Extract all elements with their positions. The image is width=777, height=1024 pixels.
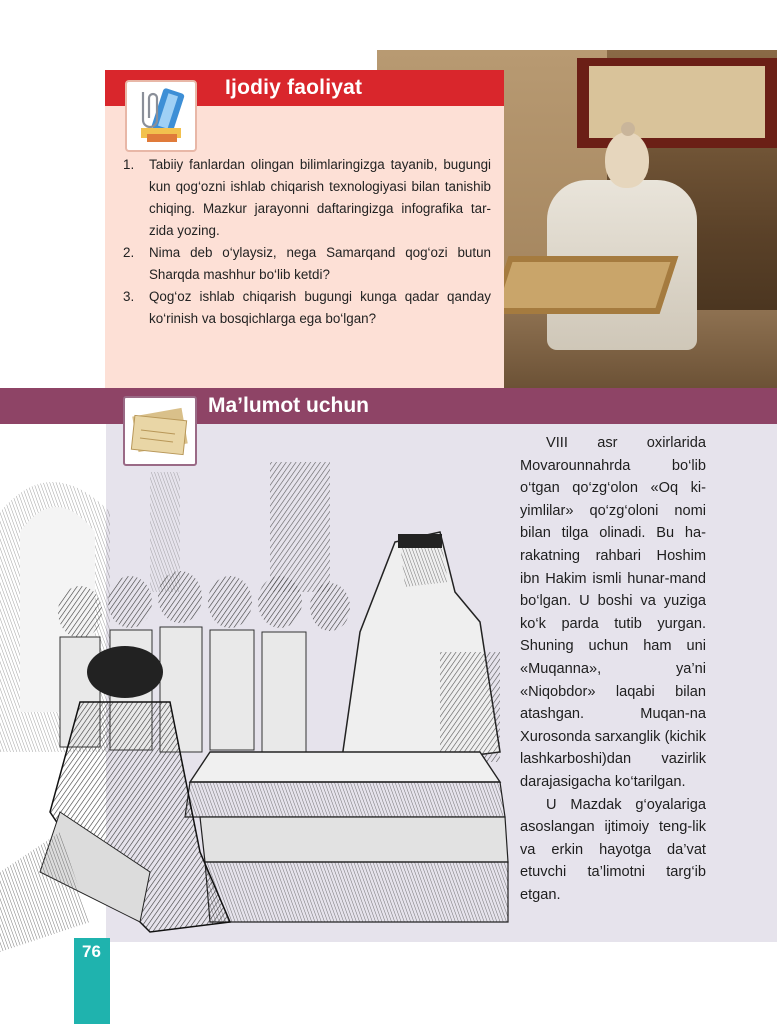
task-item: 3. Qog‘oz ishlab chiqarish bugungi kunga qadar qanday ko‘rinish va bosqichlarga ega bo‘lgan? [123, 289, 491, 326]
paperclip-notebook-icon [125, 80, 197, 152]
activity-title: Ijodiy faoliyat [225, 76, 363, 99]
info-paragraph: U Mazdak g‘oyalariga asoslangan ijtimoiy teng-lik va erkin hayotga da’vat etuvchi ta’limotni targ‘ib etgan. [520, 796, 706, 903]
activity-task-list [123, 154, 491, 330]
page-number: 76 [82, 942, 101, 961]
task-item: 1. Tabiiy fanlardan olingan bilimlaringizga tayanib, bugungi kun qog‘ozni ishlab chiqarish texnologiyasi bilan tanishib chiqing. Mazkur jarayonni daftaringizga infografika tar-zida yozing. [123, 157, 491, 238]
muqanna-engraving-illustration [0, 452, 515, 972]
info-title: Ma’lumot uchun [208, 394, 369, 417]
info-paragraph: VIII asr oxirlarida Movarounnahrda bo‘lib o‘tgan qo‘zg‘olon «Oq ki-yimlilar» qo‘zg‘oloni nomi bilan tilga olinadi. Bu ha-rakatning rahbari Hoshim ibn Hakim ismli hunar-mand bo‘lgan. U boshi va yuziga ko‘k parda tutib yurgan. Shuning uchun ham uni «Muqanna», ya’ni «Niqobdor» laqabi bilan atashgan. Muqan-na Xurosonda sarxanglik (kichik lashkarboshi)dan vazirlik darajasigacha ko‘tarilgan. [520, 435, 706, 790]
info-text-column [520, 432, 706, 906]
creative-activity-box [105, 70, 504, 388]
info-header-band [0, 388, 777, 424]
task-item: 2. Nima deb o‘ylaysiz, nega Samarqand qog‘ozi butun Sharqda mashhur bo‘lib ketdi? [123, 245, 491, 282]
